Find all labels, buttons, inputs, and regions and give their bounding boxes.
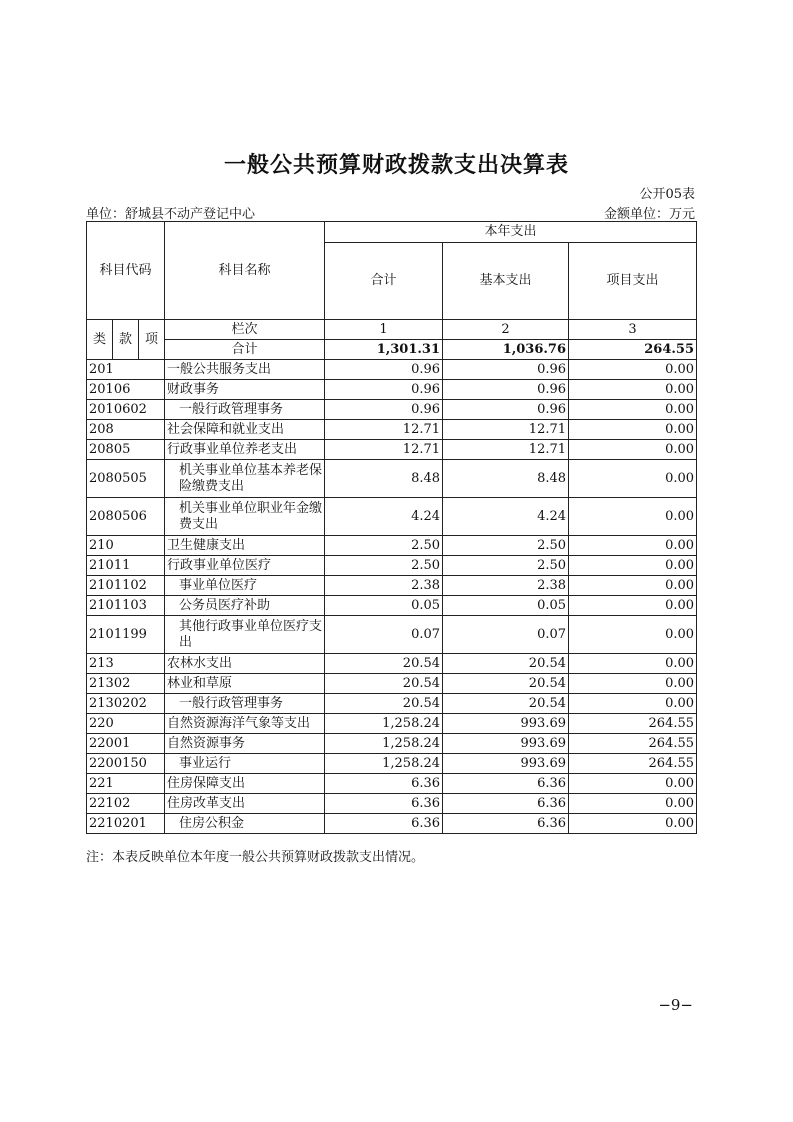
row-project-expense: 0.00 (569, 794, 697, 814)
subject-name: 一般公共服务支出 (165, 360, 325, 380)
subject-name: 住房改革支出 (165, 794, 325, 814)
table-row (87, 794, 697, 814)
row-total: 2.38 (325, 576, 443, 596)
subject-code: 210 (87, 536, 165, 556)
table-row (87, 556, 697, 576)
subject-code: 20805 (87, 440, 165, 460)
subject-code: 2101102 (87, 576, 165, 596)
table-row (87, 774, 697, 794)
row-total: 12.71 (325, 440, 443, 460)
row-project-expense: 0.00 (569, 694, 697, 714)
subject-name: 自然资源事务 (165, 734, 325, 754)
total-amount: 1,301.31 (325, 340, 443, 360)
header-year-expense: 本年支出 (325, 222, 697, 243)
row-basic-expense: 2.38 (443, 576, 569, 596)
document-title: 一般公共预算财政拨款支出决算表 (223, 152, 569, 178)
subject-code: 20106 (87, 380, 165, 400)
row-basic-expense: 6.36 (443, 774, 569, 794)
subject-name: 住房保障支出 (165, 774, 325, 794)
row-total: 1,258.24 (325, 734, 443, 754)
row-project-expense: 0.00 (569, 654, 697, 674)
subject-name: 社会保障和就业支出 (165, 420, 325, 440)
row-total: 20.54 (325, 674, 443, 694)
row-basic-expense: 993.69 (443, 714, 569, 734)
row-project-expense: 0.00 (569, 460, 697, 498)
subject-code: 2101199 (87, 616, 165, 654)
row-total: 0.96 (325, 380, 443, 400)
subject-name: 自然资源海洋气象等支出 (165, 714, 325, 734)
header-kuan: 款 (113, 320, 139, 360)
row-basic-expense: 0.96 (443, 380, 569, 400)
row-total: 1,258.24 (325, 714, 443, 734)
subject-name: 公务员医疗补助 (165, 596, 325, 616)
row-basic-expense: 993.69 (443, 734, 569, 754)
table-row (87, 734, 697, 754)
table-row (87, 616, 697, 654)
currency-unit: 金额单位：万元 (603, 207, 695, 222)
table-row (87, 714, 697, 734)
row-basic-expense: 2.50 (443, 536, 569, 556)
subject-code: 2210201 (87, 814, 165, 834)
subject-code: 2080506 (87, 498, 165, 536)
subject-code: 21011 (87, 556, 165, 576)
subject-name: 一般行政管理事务 (165, 694, 325, 714)
form-code: 公开05表 (639, 187, 695, 202)
row-basic-expense: 12.71 (443, 420, 569, 440)
row-basic-expense: 0.07 (443, 616, 569, 654)
row-project-expense: 264.55 (569, 714, 697, 734)
subject-code: 22001 (87, 734, 165, 754)
total-label: 合计 (165, 340, 325, 360)
row-total: 0.96 (325, 360, 443, 380)
expenditure-table (86, 221, 697, 834)
subject-name: 林业和草原 (165, 674, 325, 694)
row-total: 6.36 (325, 774, 443, 794)
subject-name: 卫生健康支出 (165, 536, 325, 556)
row-project-expense: 0.00 (569, 360, 697, 380)
table-row (87, 754, 697, 774)
row-project-expense: 0.00 (569, 400, 697, 420)
table-row (87, 596, 697, 616)
header-column-1: 1 (325, 320, 443, 340)
row-project-expense: 0.00 (569, 556, 697, 576)
unit-name: 单位：舒城县不动产登记中心 (86, 207, 256, 222)
row-basic-expense: 0.96 (443, 400, 569, 420)
row-total: 0.07 (325, 616, 443, 654)
row-project-expense: 0.00 (569, 774, 697, 794)
row-total: 0.05 (325, 596, 443, 616)
row-total: 20.54 (325, 694, 443, 714)
table-row (87, 654, 697, 674)
table-row (87, 674, 697, 694)
table-row (87, 420, 697, 440)
page-number: −9− (658, 996, 693, 1014)
total-row (87, 340, 697, 360)
subject-name: 事业运行 (165, 754, 325, 774)
row-project-expense: 0.00 (569, 616, 697, 654)
row-project-expense: 0.00 (569, 420, 697, 440)
total-basic: 1,036.76 (443, 340, 569, 360)
row-project-expense: 264.55 (569, 734, 697, 754)
row-total: 2.50 (325, 536, 443, 556)
table-row (87, 380, 697, 400)
subject-name: 一般行政管理事务 (165, 400, 325, 420)
subject-name: 机关事业单位职业年金缴费支出 (165, 498, 325, 536)
header-column-2: 2 (443, 320, 569, 340)
row-total: 6.36 (325, 814, 443, 834)
row-project-expense: 0.00 (569, 674, 697, 694)
row-total: 8.48 (325, 460, 443, 498)
row-basic-expense: 2.50 (443, 556, 569, 576)
row-total: 20.54 (325, 654, 443, 674)
subject-name: 行政事业单位医疗 (165, 556, 325, 576)
row-project-expense: 0.00 (569, 498, 697, 536)
table-note: 注：本表反映单位本年度一般公共预算财政拨款支出情况。 (86, 850, 425, 865)
table-row (87, 360, 697, 380)
table-row (87, 814, 697, 834)
subject-name: 农林水支出 (165, 654, 325, 674)
subject-name: 财政事务 (165, 380, 325, 400)
header-basic-expense: 基本支出 (443, 243, 569, 320)
subject-code: 2130202 (87, 694, 165, 714)
row-project-expense: 0.00 (569, 536, 697, 556)
row-basic-expense: 0.96 (443, 360, 569, 380)
row-basic-expense: 8.48 (443, 460, 569, 498)
table-row (87, 498, 697, 536)
header-column-3: 3 (569, 320, 697, 340)
table-row (87, 400, 697, 420)
row-project-expense: 0.00 (569, 576, 697, 596)
subject-code: 2010602 (87, 400, 165, 420)
subject-name: 住房公积金 (165, 814, 325, 834)
subject-code: 2200150 (87, 754, 165, 774)
table-row (87, 460, 697, 498)
subject-code: 220 (87, 714, 165, 734)
row-total: 2.50 (325, 556, 443, 576)
subject-code: 208 (87, 420, 165, 440)
row-project-expense: 0.00 (569, 440, 697, 460)
subject-code: 21302 (87, 674, 165, 694)
row-total: 1,258.24 (325, 754, 443, 774)
table-row (87, 576, 697, 596)
row-project-expense: 0.00 (569, 814, 697, 834)
subject-name: 其他行政事业单位医疗支出 (165, 616, 325, 654)
subject-code: 2101103 (87, 596, 165, 616)
table-row (87, 536, 697, 556)
header-project-expense: 项目支出 (569, 243, 697, 320)
row-total: 6.36 (325, 794, 443, 814)
subject-code: 213 (87, 654, 165, 674)
header-subject-name: 科目名称 (165, 222, 325, 320)
table-row (87, 440, 697, 460)
row-basic-expense: 12.71 (443, 440, 569, 460)
subject-name: 机关事业单位基本养老保险缴费支出 (165, 460, 325, 498)
header-column-label: 栏次 (165, 320, 325, 340)
row-basic-expense: 6.36 (443, 814, 569, 834)
row-project-expense: 264.55 (569, 754, 697, 774)
header-subject-code: 科目代码 (87, 222, 165, 320)
header-total: 合计 (325, 243, 443, 320)
row-basic-expense: 0.05 (443, 596, 569, 616)
table-row (87, 694, 697, 714)
row-basic-expense: 4.24 (443, 498, 569, 536)
row-project-expense: 0.00 (569, 380, 697, 400)
subject-name: 行政事业单位养老支出 (165, 440, 325, 460)
subject-code: 22102 (87, 794, 165, 814)
row-basic-expense: 20.54 (443, 694, 569, 714)
row-total: 12.71 (325, 420, 443, 440)
row-project-expense: 0.00 (569, 596, 697, 616)
row-basic-expense: 993.69 (443, 754, 569, 774)
subject-code: 2080505 (87, 460, 165, 498)
subject-name: 事业单位医疗 (165, 576, 325, 596)
subject-code: 221 (87, 774, 165, 794)
row-basic-expense: 6.36 (443, 794, 569, 814)
header-lei: 类 (87, 320, 113, 360)
subject-code: 201 (87, 360, 165, 380)
row-basic-expense: 20.54 (443, 674, 569, 694)
total-project: 264.55 (569, 340, 697, 360)
row-total: 4.24 (325, 498, 443, 536)
row-total: 0.96 (325, 400, 443, 420)
row-basic-expense: 20.54 (443, 654, 569, 674)
header-xiang: 项 (139, 320, 165, 360)
